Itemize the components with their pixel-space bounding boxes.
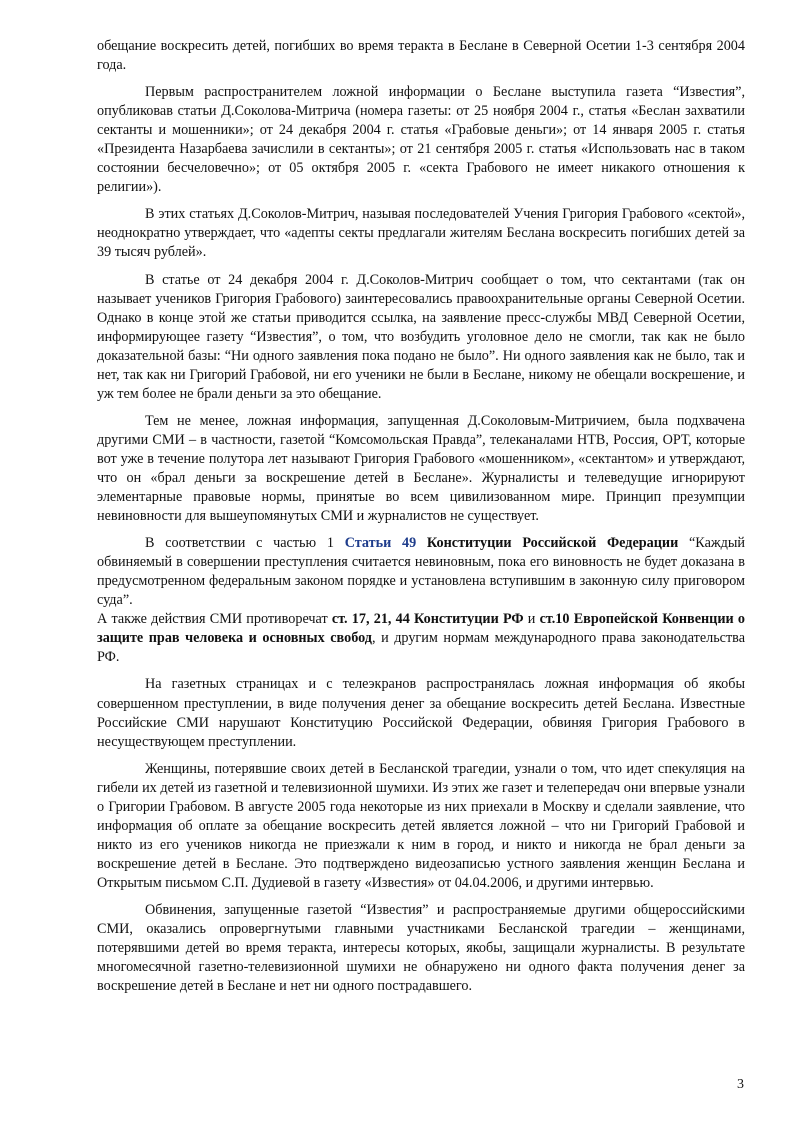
paragraph-police-statement: В статье от 24 декабря 2004 г. Д.Соколов-Митрич сообщает о том, что сектантами (так он называет учеников Григория Грабового) заинтересовались правоохранительные органы Северной Осетии. Однако в конце этой же статьи приводится ссылка, на заявление пресс-службы МВД Северной Осетии, информирующее газету “Известия”, о том, что возбудить уголовное дело не смогли, так как не было доказательной базы: “Ни одного заявления пока подано не было”. Ни одного заявления как не было, так и нет, так как ни Григорий Грабовой, ни его ученики не были в Беслане, никому не обещали воскрешение, и уж тем более не брали деньги за это обещание. bbox=[97, 271, 745, 402]
constitution-bold: Конституции Российской Федерации bbox=[426, 535, 679, 552]
text-segment bbox=[416, 535, 427, 551]
text-segment: и bbox=[523, 611, 540, 628]
text-segment: В соответствии с частью 1 bbox=[145, 535, 345, 552]
paragraph-sect-claims: В этих статьях Д.Соколов-Митрич, называя последователей Учения Григория Грабового «сектой», неоднократно утверждает, что «адепты секты предлагали жителям Беслана воскресить погибших детей за 39 тысяч рублей». bbox=[97, 206, 745, 261]
article-49-link[interactable]: Статьи 49 bbox=[344, 535, 417, 552]
text-segment: “Каждый обвиняемый в совершении преступления считается невиновным, пока его виновность не будет доказана в предусмотренном федеральным законом порядке и установлена вступившим в законную силу приговором суда”. bbox=[97, 535, 746, 609]
paragraph-beslan-women: Женщины, потерявшие своих детей в Бесланской трагедии, узнали о том, что идет спекуляция на гибели их детей из газетной и телевизионной шумихи. Из этих же газет и телепередач они впервые узнали о Григории Грабовом. В августе 2005 года некоторые из них приехали в Москву и сделали заявление, что информация об оплате за обещание воскресить детей является ложной – что ни Григорий Грабовой и никто из его учеников никогда не приезжали к ним в город, и никто и никогда не брал деньги за воскрешение детей в Беслане. Это подтверждено видеозаписью устного заявления женщин Беслана и Открытым письмом С.П. Дудиевой в газету «Известия» от 04.04.2006, и другими интервью. bbox=[97, 760, 745, 891]
paragraph-accusations-refuted: Обвинения, запущенные газетой “Известия” и распространяемые другими общероссийскими СМИ, оказались опровергнутыми главными участниками Бесланской трагедии – женщинами, потерявшими детей во время теракта, интересы которых, якобы, защищали журналисты. В результате многомесячной газетно-телевизионной шумихи не обнаружено ни одного факта получения денег за воскрешение детей в Беслане и нет ни одного пострадавшего. bbox=[97, 901, 745, 995]
paragraph-constitution-49 bbox=[97, 534, 745, 610]
paragraph-other-media: Тем не менее, ложная информация, запущенная Д.Соколовым-Митричием, была подхвачена другими СМИ – в частности, газетой “Комсомольская Правда”, телеканалами НТВ, Россия, ОРТ, которые вот уже в течение полутора лет называют Григория Грабового «мошенником», «сектантом» и утверждают, что он «брал деньги за воскрешение детей в Беслане». Журналисты и телеведущие игнорируют элементарные правовые нормы, принятые во всем цивилизованном мире. Принцип презумпции невиновности для вышеупомянутых СМИ и журналистов не существует. bbox=[97, 412, 745, 525]
paragraph-izvestia-sources: Первым распространителем ложной информации о Беслане выступила газета “Известия”, опубликовав статьи Д.Соколова-Митрича (номера газеты: от 25 ноября 2004 г., статья «Беслан захватили сектанты и мошенники»; от 24 декабря 2004 г. статья «Грабовые деньги»; от 14 января 2005 г. статья «Президента Назарбаева зачислили в сектанты»; от 21 сентября 2005 г. статья «Использовать нас в таком состоянии бесчеловечно»; от 05 октября 2005 г. «секта Грабового не имеет никакого отношения к религии»). bbox=[97, 84, 745, 196]
paragraph-continuation: обещание воскресить детей, погибших во время теракта в Беслане в Северной Осетии 1-3 сентября 2004 года. bbox=[97, 38, 745, 74]
paragraph-violations bbox=[97, 610, 745, 667]
constitution-articles-bold: ст. 17, 21, 44 Конституции РФ bbox=[331, 611, 524, 628]
text-segment: А также действия СМИ противоречат bbox=[97, 611, 332, 628]
european-convention-bold: ст.10 Европейской Конвенции о защите прав человека и основных свобод bbox=[97, 611, 746, 647]
paragraph-false-information: На газетных страницах и с телеэкранов распространялась ложная информация об якобы совершенном преступлении, в виде получения денег за обещание воскресить детей Беслана. Известные Российские СМИ нарушают Конституцию Российской Федерации, обвиняя Григория Грабового в несуществующем преступлении. bbox=[97, 676, 745, 750]
text-segment: , и другим нормам международного права законодательства РФ. bbox=[97, 630, 745, 666]
page-number: 3 bbox=[737, 1077, 744, 1092]
page-body bbox=[97, 37, 745, 1004]
